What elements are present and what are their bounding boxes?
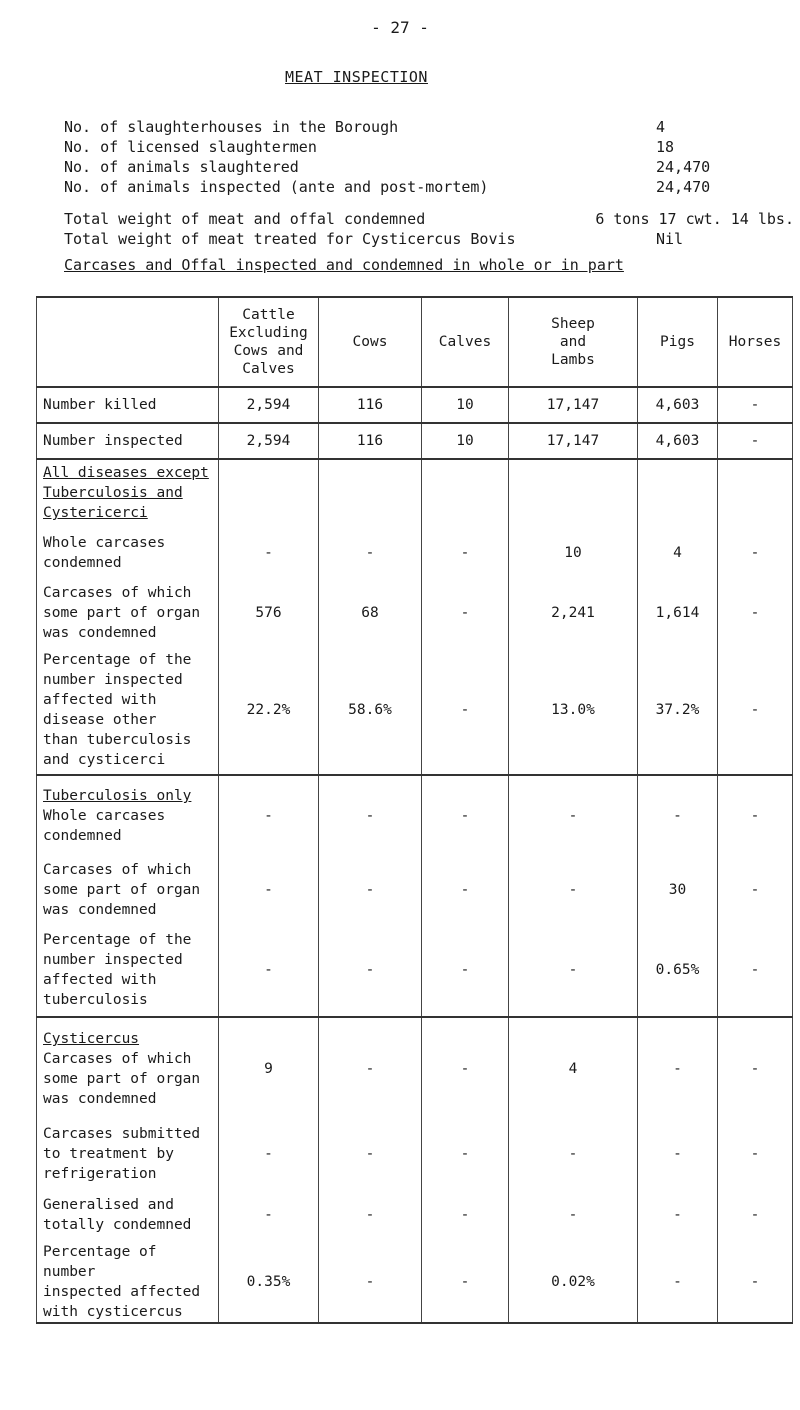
summary-statistics bbox=[64, 117, 794, 249]
header-calves: Calves bbox=[422, 297, 509, 387]
cell-cows: 116 bbox=[319, 423, 422, 459]
cell-sheep: 17,147 bbox=[509, 423, 638, 459]
row-label: Number inspected bbox=[37, 423, 219, 459]
cell-pigs: 1,614 bbox=[638, 580, 718, 646]
page-number: - 27 - bbox=[371, 18, 429, 37]
stat-row-weight-treated bbox=[64, 229, 794, 249]
stat-row-weight-condemned bbox=[64, 209, 794, 229]
cell-calves: 10 bbox=[422, 387, 509, 423]
cell-pigs: - bbox=[638, 1120, 718, 1188]
table-row-cyst-part-condemned bbox=[37, 1017, 793, 1120]
header-text: Sheep bbox=[551, 316, 595, 332]
header-horses: Horses bbox=[718, 297, 793, 387]
row-label: Carcases of which some part of organ was condemned bbox=[37, 580, 219, 646]
stat-label: Total weight of meat and offal condemned bbox=[64, 210, 426, 228]
table-row-part-condemned bbox=[37, 580, 793, 646]
cell-cows: - bbox=[319, 1120, 422, 1188]
row-label: Whole carcases condemned bbox=[37, 526, 219, 580]
table-subtitle: Carcases and Offal inspected and condemned in whole or in part bbox=[64, 256, 624, 274]
cell-pigs: - bbox=[638, 1188, 718, 1242]
row-label: Cysticercus Carcases of which some part of organ was condemned bbox=[37, 1017, 219, 1120]
cell-horses: - bbox=[718, 1017, 793, 1120]
section-title-text: Cysticercus bbox=[43, 1031, 140, 1047]
cell-cattle: 2,594 bbox=[219, 387, 319, 423]
row-label: Number killed bbox=[37, 387, 219, 423]
stat-row-slaughtermen bbox=[64, 137, 794, 157]
row-label: Percentage of the number inspected affected with disease other than tuberculosis and cysticerci bbox=[37, 646, 219, 775]
cell-cows: - bbox=[319, 526, 422, 580]
cell-cows: - bbox=[319, 775, 422, 856]
cell-pigs: 4,603 bbox=[638, 423, 718, 459]
stat-label: No. of licensed slaughtermen bbox=[64, 138, 317, 156]
cell-sheep: 10 bbox=[509, 526, 638, 580]
cell-calves: - bbox=[422, 1120, 509, 1188]
table-row-tb-part-condemned bbox=[37, 856, 793, 924]
header-text: Lambs bbox=[551, 352, 595, 368]
cell-sheep: 0.02% bbox=[509, 1242, 638, 1323]
cell-sheep: - bbox=[509, 1120, 638, 1188]
stat-value: Nil bbox=[656, 230, 684, 248]
stat-label: No. of slaughterhouses in the Borough bbox=[64, 118, 399, 136]
cell-pigs: 4 bbox=[638, 526, 718, 580]
inspection-table bbox=[36, 296, 793, 1324]
cell-calves: - bbox=[422, 526, 509, 580]
header-text: Cows and bbox=[233, 343, 304, 359]
section-title bbox=[37, 459, 219, 526]
table-row-tb-whole-condemned bbox=[37, 775, 793, 856]
cell-cattle: - bbox=[219, 1120, 319, 1188]
header-row bbox=[37, 297, 793, 387]
header-text: and bbox=[559, 334, 587, 350]
table-row-percentage-disease bbox=[37, 646, 793, 775]
cell-cows: 116 bbox=[319, 387, 422, 423]
stat-value: 24,470 bbox=[656, 178, 711, 196]
cell-horses: - bbox=[718, 775, 793, 856]
row-label: Percentage of the number inspected affected with tuberculosis bbox=[37, 924, 219, 1017]
cell-calves: 10 bbox=[422, 423, 509, 459]
stat-label: No. of animals slaughtered bbox=[64, 158, 299, 176]
row-label: Carcases submitted to treatment by refrigeration bbox=[37, 1120, 219, 1188]
cell-calves: - bbox=[422, 775, 509, 856]
cell-cattle: 9 bbox=[219, 1017, 319, 1120]
section-title-text: Cystericerci bbox=[43, 505, 148, 521]
table-row-number-inspected bbox=[37, 423, 793, 459]
header-text: Cattle bbox=[242, 307, 295, 323]
header-text: Calves bbox=[242, 361, 295, 377]
header-cattle bbox=[219, 297, 319, 387]
stat-value: 4 bbox=[656, 118, 666, 136]
cell-cows: - bbox=[319, 1017, 422, 1120]
cell-sheep: 2,241 bbox=[509, 580, 638, 646]
cell-cattle: - bbox=[219, 856, 319, 924]
cell-cattle: 0.35% bbox=[219, 1242, 319, 1323]
table-row-cyst-percentage bbox=[37, 1242, 793, 1323]
cell-sheep: - bbox=[509, 856, 638, 924]
cell-cattle: - bbox=[219, 775, 319, 856]
header-sheep bbox=[509, 297, 638, 387]
stat-value: 18 bbox=[656, 138, 675, 156]
cell-sheep: - bbox=[509, 775, 638, 856]
row-label: Percentage of number inspected affected with cysticercus bbox=[37, 1242, 219, 1323]
stat-row-animals-inspected bbox=[64, 177, 794, 197]
cell-pigs: 4,603 bbox=[638, 387, 718, 423]
cell-pigs: - bbox=[638, 1242, 718, 1323]
section-title-text: Tuberculosis and bbox=[43, 485, 183, 501]
cell-cows: 58.6% bbox=[319, 646, 422, 775]
cell-pigs: - bbox=[638, 775, 718, 856]
cell-calves: - bbox=[422, 924, 509, 1017]
section-title-all-diseases bbox=[37, 459, 793, 526]
cell-cattle: - bbox=[219, 1188, 319, 1242]
cell-pigs: 37.2% bbox=[638, 646, 718, 775]
cell-cows: - bbox=[319, 856, 422, 924]
stat-value: 6 tons 17 cwt. 14 lbs. bbox=[595, 210, 794, 228]
header-blank bbox=[37, 297, 219, 387]
cell-cattle: 2,594 bbox=[219, 423, 319, 459]
stat-value: 24,470 bbox=[656, 158, 711, 176]
cell-horses: - bbox=[718, 580, 793, 646]
cell-calves: - bbox=[422, 646, 509, 775]
cell-calves: - bbox=[422, 856, 509, 924]
section-title-text: Tuberculosis only bbox=[43, 788, 192, 804]
cell-horses: - bbox=[718, 387, 793, 423]
cell-cows: - bbox=[319, 924, 422, 1017]
cell-sheep: 13.0% bbox=[509, 646, 638, 775]
cell-sheep: 17,147 bbox=[509, 387, 638, 423]
cell-pigs: - bbox=[638, 1017, 718, 1120]
row-label: Carcases of which some part of organ was condemned bbox=[37, 856, 219, 924]
cell-cows: - bbox=[319, 1242, 422, 1323]
row-label: Tuberculosis only Whole carcases condemned bbox=[37, 775, 219, 856]
cell-horses: - bbox=[718, 1188, 793, 1242]
table-row-cyst-generalised bbox=[37, 1188, 793, 1242]
table-row-whole-condemned bbox=[37, 526, 793, 580]
cell-horses: - bbox=[718, 526, 793, 580]
cell-cattle: 576 bbox=[219, 580, 319, 646]
cell-cattle: 22.2% bbox=[219, 646, 319, 775]
cell-sheep: - bbox=[509, 1188, 638, 1242]
section-title-text: All diseases except bbox=[43, 465, 209, 481]
cell-calves: - bbox=[422, 1017, 509, 1120]
cell-calves: - bbox=[422, 1188, 509, 1242]
stat-row-slaughterhouses bbox=[64, 117, 794, 137]
cell-cows: - bbox=[319, 1188, 422, 1242]
cell-horses: - bbox=[718, 924, 793, 1017]
cell-calves: - bbox=[422, 580, 509, 646]
table-row-number-killed bbox=[37, 387, 793, 423]
cell-pigs: 30 bbox=[638, 856, 718, 924]
header-pigs: Pigs bbox=[638, 297, 718, 387]
cell-cows: 68 bbox=[319, 580, 422, 646]
cell-sheep: 4 bbox=[509, 1017, 638, 1120]
page-title: MEAT INSPECTION bbox=[285, 68, 428, 86]
cell-pigs: 0.65% bbox=[638, 924, 718, 1017]
cell-calves: - bbox=[422, 1242, 509, 1323]
table-row-tb-percentage bbox=[37, 924, 793, 1017]
cell-horses: - bbox=[718, 646, 793, 775]
row-label: Generalised and totally condemned bbox=[37, 1188, 219, 1242]
cell-horses: - bbox=[718, 1242, 793, 1323]
cell-sheep: - bbox=[509, 924, 638, 1017]
cell-cattle: - bbox=[219, 526, 319, 580]
stat-label: Total weight of meat treated for Cysticercus Bovis bbox=[64, 230, 516, 248]
cell-horses: - bbox=[718, 423, 793, 459]
table-row-cyst-refrigeration bbox=[37, 1120, 793, 1188]
stat-label: No. of animals inspected (ante and post-mortem) bbox=[64, 178, 489, 196]
stat-row-animals-slaughtered bbox=[64, 157, 794, 177]
header-cows: Cows bbox=[319, 297, 422, 387]
cell-horses: - bbox=[718, 1120, 793, 1188]
cell-cattle: - bbox=[219, 924, 319, 1017]
header-text: Excluding bbox=[229, 325, 308, 341]
cell-horses: - bbox=[718, 856, 793, 924]
